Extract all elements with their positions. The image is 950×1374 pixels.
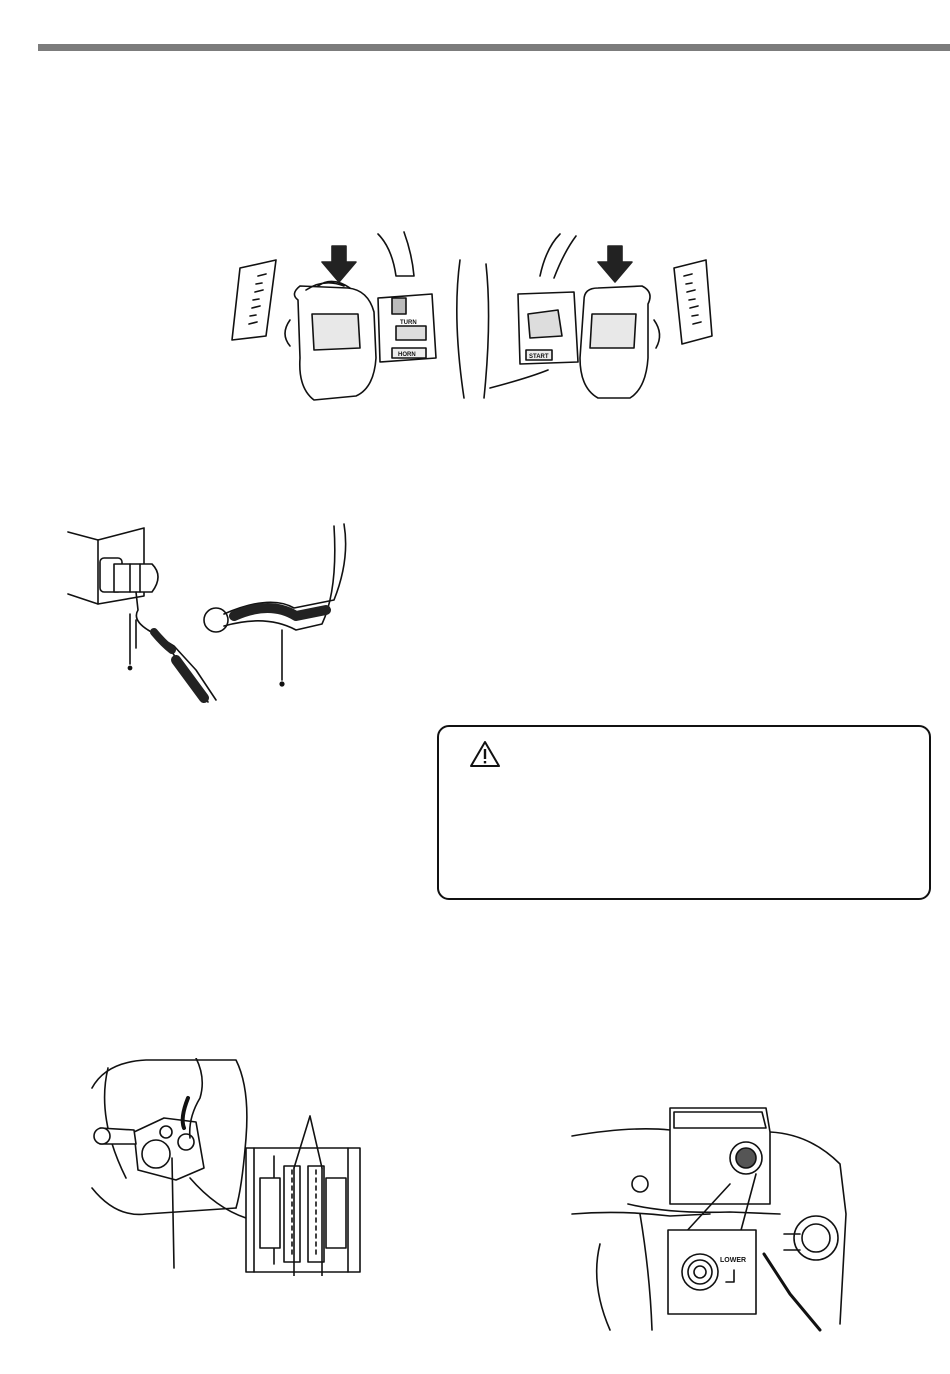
warning-triangle-icon — [469, 739, 501, 769]
brake-lever-drawing — [228, 228, 718, 404]
brake-lever-figure — [228, 228, 718, 404]
warning-box — [437, 725, 931, 900]
header-rule — [38, 44, 950, 51]
start-switch-label: START — [529, 354, 549, 360]
horn-switch-label: HORN — [398, 352, 416, 358]
hose-leak-drawing — [64, 520, 354, 705]
reservoir-figure — [570, 1104, 848, 1334]
lower-level-mark: LOWER — [720, 1257, 747, 1264]
reservoir-drawing — [570, 1104, 848, 1334]
turn-switch-label: TURN — [400, 320, 417, 326]
hose-leak-figure — [64, 520, 354, 705]
caliper-pad-drawing — [86, 1058, 362, 1276]
caliper-pad-figure — [86, 1058, 362, 1276]
